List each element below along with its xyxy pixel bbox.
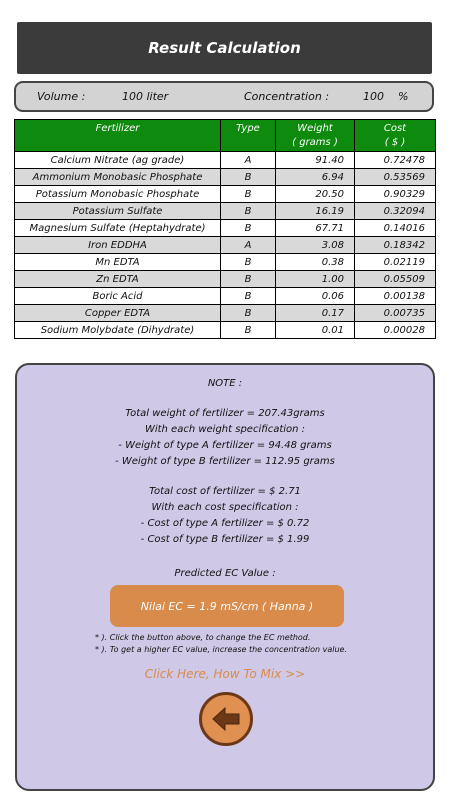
cost-spec: With each cost specification :: [151, 502, 299, 513]
how-to-mix-link[interactable]: Click Here, How To Mix >>: [144, 667, 306, 681]
ec-method-button[interactable]: Nilai EC = 1.9 mS/cm ( Hanna ): [110, 585, 344, 627]
fertilizer-name: Boric Acid: [15, 288, 221, 305]
concentration-value: 100: [363, 90, 384, 103]
weight-type-b: - Weight of type B fertilizer = 112.95 grams: [115, 456, 335, 467]
fertilizer-name: Potassium Sulfate: [15, 203, 221, 220]
note-title: NOTE :: [207, 378, 243, 389]
concentration-label: Concentration :: [244, 90, 330, 103]
table-row: [15, 305, 436, 322]
fertilizer-cost: 0.14016: [355, 220, 436, 237]
fertilizer-type: B: [221, 186, 276, 203]
table-row: [15, 186, 436, 203]
fertilizer-cost: 0.05509: [355, 271, 436, 288]
fertilizer-name: Potassium Monobasic Phosphate: [15, 186, 221, 203]
fertilizer-weight: 6.94: [276, 169, 355, 186]
total-cost: Total cost of fertilizer = $ 2.71: [149, 486, 301, 497]
ec-title: Predicted EC Value :: [174, 568, 276, 579]
fertilizer-type: B: [221, 305, 276, 322]
fertilizer-weight: 67.71: [276, 220, 355, 237]
col-weight: Weight ( grams ): [276, 120, 355, 152]
fertilizer-name: Ammonium Monobasic Phosphate: [15, 169, 221, 186]
table-row: [15, 152, 436, 169]
fertilizer-type: B: [221, 271, 276, 288]
fertilizer-cost: 0.00028: [355, 322, 436, 339]
table-row: [15, 322, 436, 339]
fertilizer-weight: 20.50: [276, 186, 355, 203]
fertilizer-name: Copper EDTA: [15, 305, 221, 322]
fertilizer-cost: 0.90329: [355, 186, 436, 203]
col-fertilizer: Fertilizer: [15, 120, 221, 152]
fertilizer-type: B: [221, 254, 276, 271]
cost-type-b: - Cost of type B fertilizer = $ 1.99: [140, 534, 310, 545]
fertilizer-cost: 0.32094: [355, 203, 436, 220]
note-panel: [15, 363, 435, 791]
cost-type-a: - Cost of type A fertilizer = $ 0.72: [140, 518, 310, 529]
page-title: Result Calculation: [17, 22, 432, 74]
fertilizer-name: Magnesium Sulfate (Heptahydrate): [15, 220, 221, 237]
table-row: [15, 288, 436, 305]
col-cost: Cost ( $ ): [355, 120, 436, 152]
fertilizer-cost: 0.53569: [355, 169, 436, 186]
fertilizer-type: A: [221, 152, 276, 169]
fertilizer-type: B: [221, 288, 276, 305]
fertilizer-weight: 91.40: [276, 152, 355, 169]
table-row: [15, 254, 436, 271]
fertilizer-cost: 0.72478: [355, 152, 436, 169]
fertilizer-weight: 1.00: [276, 271, 355, 288]
volume-label: Volume :: [37, 90, 86, 103]
fertilizer-weight: 0.06: [276, 288, 355, 305]
fertilizer-type: B: [221, 322, 276, 339]
table-row: [15, 203, 436, 220]
table-header-row: [15, 120, 436, 152]
fertilizer-type: B: [221, 203, 276, 220]
fertilizer-weight: 0.01: [276, 322, 355, 339]
fertilizer-type: B: [221, 169, 276, 186]
fertilizer-name: Mn EDTA: [15, 254, 221, 271]
fertilizer-name: Calcium Nitrate (ag grade): [15, 152, 221, 169]
volume-concentration-bar: [14, 81, 434, 112]
fertilizer-name: Sodium Molybdate (Dihydrate): [15, 322, 221, 339]
table-row: [15, 271, 436, 288]
fertilizer-weight: 0.17: [276, 305, 355, 322]
fertilizer-weight: 0.38: [276, 254, 355, 271]
table-row: [15, 169, 436, 186]
fertilizer-type: B: [221, 220, 276, 237]
volume-value: 100 liter: [122, 90, 169, 103]
table-row: [15, 237, 436, 254]
fertilizer-cost: 0.02119: [355, 254, 436, 271]
fertilizer-weight: 3.08: [276, 237, 355, 254]
weight-type-a: - Weight of type A fertilizer = 94.48 grams: [118, 440, 332, 451]
fertilizer-type: A: [221, 237, 276, 254]
fertilizer-table: [14, 119, 436, 339]
weight-spec: With each weight specification :: [144, 424, 306, 435]
total-weight: Total weight of fertilizer = 207.43grams: [125, 408, 325, 419]
fertilizer-name: Iron EDDHA: [15, 237, 221, 254]
fertilizer-name: Zn EDTA: [15, 271, 221, 288]
fertilizer-cost: 0.00735: [355, 305, 436, 322]
fertilizer-cost: 0.18342: [355, 237, 436, 254]
arrow-left-icon: [211, 706, 241, 732]
fertilizer-weight: 16.19: [276, 203, 355, 220]
footnote-concentration: * ). To get a higher EC value, increase the concentration value.: [95, 645, 347, 654]
fertilizer-cost: 0.00138: [355, 288, 436, 305]
concentration-unit: %: [398, 90, 409, 103]
table-row: [15, 220, 436, 237]
back-button[interactable]: [199, 692, 253, 746]
footnote-ec-method: * ). Click the button above, to change the EC method.: [95, 633, 311, 642]
col-type: Type: [221, 120, 276, 152]
